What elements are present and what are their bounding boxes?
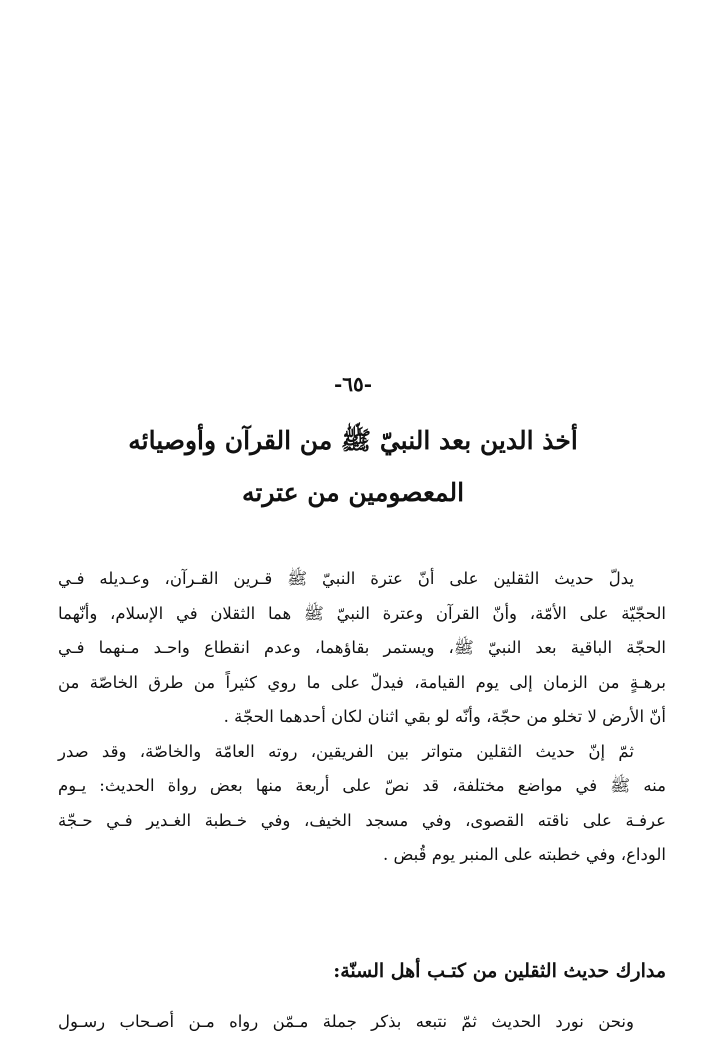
text-line: ونحن نورد الحديث ثمّ نتبعه بذكر جملة مـمّن رواه مـن أصـحاب رسـول <box>58 1012 634 1031</box>
text-line: الحجّيّة على الأمّة، وأنّ القرآن وعترة النبيّ ﷺ هما الثقلان في الإسلام، وأنّهما <box>58 603 666 623</box>
text-line: عرفـة على ناقته القصوى، وفي مسجد الخيف، وفي خـطبة الغـدير فـي حـجّة <box>58 810 666 830</box>
text-line: الوداع، وفي خطبته على المنبر يوم قُبض . <box>382 845 666 864</box>
text-line: أنّ الأرض لا تخلو من حجّة، وأنّه لو بقي اثنان لكان أحدهما الحجّة . <box>223 707 666 726</box>
body-text <box>58 562 666 873</box>
chapter-title <box>60 415 646 519</box>
chapter-title-line-2: المعصومين من عترته <box>241 478 465 507</box>
paragraph-1 <box>58 562 666 735</box>
paragraph-2 <box>58 735 666 873</box>
chapter-number: -٦٥- <box>333 372 373 396</box>
text-line: يدلّ حديث الثقلين على أنّ عترة النبيّ ﷺ قـرين القـرآن، وعـديله فـي <box>58 569 634 588</box>
chapter-title-line-1: أخذ الدين بعد النبيّ ﷺ من القرآن وأوصيائه <box>128 426 578 455</box>
section-heading: مدارك حديث الثقلين من كتـب أهل السنّة: <box>333 960 666 982</box>
text-line: ثمّ إنّ حديث الثقلين متواتر بين الفريقين، روته العامّة والخاصّة، وقد صدر <box>58 741 634 761</box>
text-line: برهـةٍ من الزمان إلى يوم القيامة، فيدلّ على ما روي كثيراً من طرق الخاصّة من <box>58 672 666 692</box>
section-paragraph <box>58 1005 666 1039</box>
text-line: منه ﷺ في مواضع مختلفة، قد نصّ على أربعة منها بعض رواة الحديث: يـوم <box>58 776 666 795</box>
text-line: الحجّة الباقية بعد النبيّ ﷺ، ويستمر بقاؤهما، وعدم انقطاع واحـد مـنهما فـي <box>58 638 666 657</box>
